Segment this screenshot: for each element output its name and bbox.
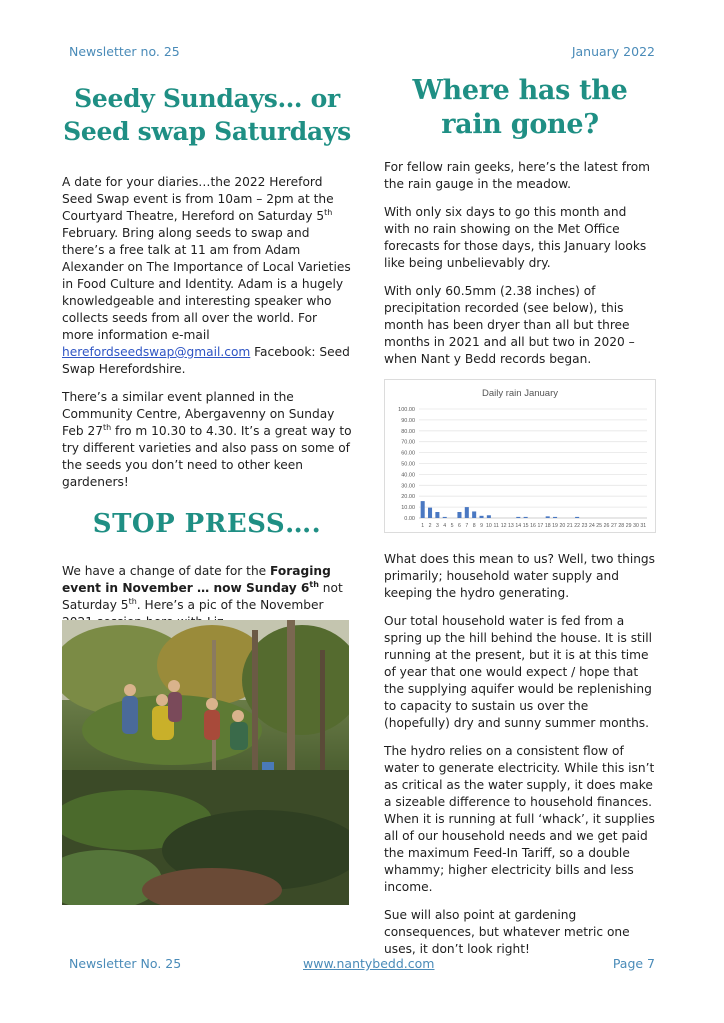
- x-tick-label: 25: [596, 523, 603, 529]
- rain-bar-day-9: [479, 516, 483, 518]
- y-tick-label: 0.00: [404, 516, 415, 522]
- footer-page-number: Page 7: [612, 956, 655, 971]
- rain-bar-day-7: [465, 507, 469, 518]
- rain-bar-day-4: [443, 517, 447, 518]
- y-tick-label: 40.00: [401, 472, 415, 479]
- rain-headline: Where has the rain gone?: [412, 75, 628, 140]
- y-tick-label: 20.00: [401, 494, 415, 501]
- x-tick-label: 31: [640, 523, 647, 529]
- x-tick-label: 15: [522, 523, 529, 529]
- x-tick-label: 10: [485, 523, 492, 529]
- foraging-text-a: We have a change of date for the: [62, 564, 271, 578]
- y-tick-label: 90.00: [401, 417, 415, 424]
- x-tick-label: 7: [465, 523, 469, 529]
- seed-swap-text-c: Facebook: Seed Swap Herefordshire.: [62, 345, 350, 376]
- rain-bar-day-3: [435, 512, 439, 518]
- x-tick-label: 21: [566, 523, 573, 529]
- y-tick-label: 80.00: [401, 428, 415, 435]
- x-tick-label: 1: [421, 523, 425, 529]
- rain-bar-day-14: [516, 517, 520, 518]
- rain-bar-day-19: [553, 517, 557, 518]
- daily-rain-chart: [384, 379, 656, 533]
- footer-newsletter-number: Newsletter No. 25: [69, 956, 182, 971]
- x-tick-label: 26: [603, 523, 610, 529]
- y-tick-label: 30.00: [401, 483, 415, 490]
- rain-bar-day-10: [487, 515, 491, 518]
- rain-paragraph-6: The hydro relies on a consistent flow of water to generate electricity. While this isn’t as critical as the water supply, it does make a sizeable difference to household finances. When it is running at full ‘whack’, it supplies all of our household needs and we get paid the maximum Feed-In Tariff, so a double whammy; higher electricity bills and less income.: [384, 744, 655, 894]
- rain-bar-day-8: [472, 511, 476, 518]
- x-tick-label: 17: [537, 523, 544, 529]
- footer-website-link[interactable]: www.nantybedd.com: [303, 956, 435, 971]
- header-date: January 2022: [571, 44, 655, 59]
- sup-th: th: [324, 207, 333, 217]
- foraging-text-b: not Saturday 5: [62, 581, 343, 612]
- seed-swap-email-link[interactable]: herefordseedswap@gmail.com: [62, 345, 251, 359]
- foraging-photo: [62, 620, 349, 905]
- seed-swap-text-b: February. Bring along seeds to swap and there’s a free talk at 11 am from Adam Alexander on The Importance of Local Varieties in Food Culture and Identity. Adam is a hugely knowledgeable and interesting speaker who collects seeds from all over the world. For more information e-mail: [62, 226, 351, 342]
- rain-paragraph-2: With only six days to go this month and with no rain showing on the Met Office forecasts for those days, this January looks like being unbelievably dry.: [384, 205, 647, 270]
- x-tick-label: 14: [515, 523, 522, 529]
- rain-bar-day-15: [524, 517, 528, 518]
- x-tick-label: 11: [493, 523, 499, 529]
- foraging-bold-text: Foraging event in November … now Sunday 6: [62, 564, 331, 595]
- rain-paragraph-7: Sue will also point at gardening consequences, but whatever metric one uses, it don’t look right!: [384, 908, 630, 956]
- x-tick-label: 29: [625, 523, 632, 529]
- x-tick-label: 4: [443, 523, 447, 529]
- sup-th: th: [309, 579, 319, 589]
- x-tick-label: 23: [581, 523, 588, 529]
- header-newsletter-number: Newsletter no. 25: [69, 44, 180, 59]
- abergavenny-paragraph: [62, 389, 352, 491]
- rain-bar-day-22: [575, 517, 579, 518]
- rain-bar-day-6: [457, 512, 461, 518]
- y-tick-label: 10.00: [401, 505, 415, 512]
- x-tick-label: 12: [500, 523, 507, 529]
- x-tick-label: 2: [428, 523, 432, 529]
- right-column: [384, 74, 656, 969]
- x-tick-label: 28: [618, 523, 625, 529]
- x-tick-label: 13: [508, 523, 514, 529]
- x-tick-label: 24: [588, 523, 595, 529]
- abergavenny-text-b: fro m 10.30 to 4.30. It’s a great way to try different varieties and also pass on some of the seeds you don’t need to other keen gardeners!: [62, 424, 352, 489]
- x-tick-label: 30: [633, 523, 639, 529]
- x-tick-label: 16: [530, 523, 536, 529]
- y-tick-label: 50.00: [401, 461, 415, 468]
- x-tick-label: 22: [574, 523, 581, 529]
- abergavenny-text-a: There’s a similar event planned in the Community Centre, Abergavenny on Sunday Feb 27: [62, 390, 335, 438]
- foraging-photo-illustration: [62, 620, 349, 905]
- x-tick-label: 6: [458, 523, 461, 529]
- seed-swap-text-a: A date for your diaries…the 2022 Hereford Seed Swap event is from 10am – 2pm at the Courtyard Theatre, Hereford on Saturday 5: [62, 175, 334, 223]
- rain-paragraph-3: With only 60.5mm (2.38 inches) of precipitation recorded (see below), this month has been dryer than all but three months in 2021 and all but two in 2020 – when Nant y Bedd records began.: [384, 284, 635, 366]
- x-tick-label: 20: [559, 523, 566, 529]
- rain-bar-day-18: [546, 516, 550, 518]
- left-column: [62, 82, 352, 642]
- daily-rain-chart-svg: [385, 380, 655, 532]
- x-tick-label: 5: [450, 523, 454, 529]
- y-tick-label: 100.00: [398, 407, 415, 413]
- rain-bar-day-1: [421, 501, 425, 518]
- rain-paragraph-4: What does this mean to us? Well, two things primarily; household water supply and keeping the hydro generating.: [384, 552, 656, 600]
- seed-swap-headline: Seedy Sundays… or Seed swap Saturdays: [63, 84, 351, 146]
- x-tick-label: 27: [611, 523, 617, 529]
- seed-swap-paragraph: [62, 174, 352, 378]
- rain-bar-day-2: [428, 508, 432, 518]
- x-tick-label: 19: [552, 523, 558, 529]
- chart-title: Daily rain January: [481, 388, 559, 399]
- stop-press-heading: STOP PRESS….: [92, 509, 322, 539]
- y-tick-label: 60.00: [401, 450, 415, 457]
- y-tick-label: 70.00: [401, 439, 415, 446]
- rain-paragraph-1: For fellow rain geeks, here’s the latest from the rain gauge in the meadow.: [384, 160, 651, 191]
- rain-paragraph-5: Our total household water is fed from a spring up the hill behind the house. It is still running at the present, but it is at this time of year that one would expect / hope that the supplying aquifer would be replenishing to capacity to sustain us over the (hopefully) dry and sunny summer months.: [384, 614, 652, 730]
- x-tick-label: 9: [480, 523, 483, 529]
- sup-th: th: [102, 422, 112, 432]
- x-tick-label: 18: [544, 523, 551, 529]
- x-tick-label: 3: [435, 523, 439, 529]
- sup-th: th: [128, 596, 137, 606]
- foraging-text-c: . Here’s a pic of the November: [136, 598, 324, 612]
- x-tick-label: 8: [472, 523, 476, 529]
